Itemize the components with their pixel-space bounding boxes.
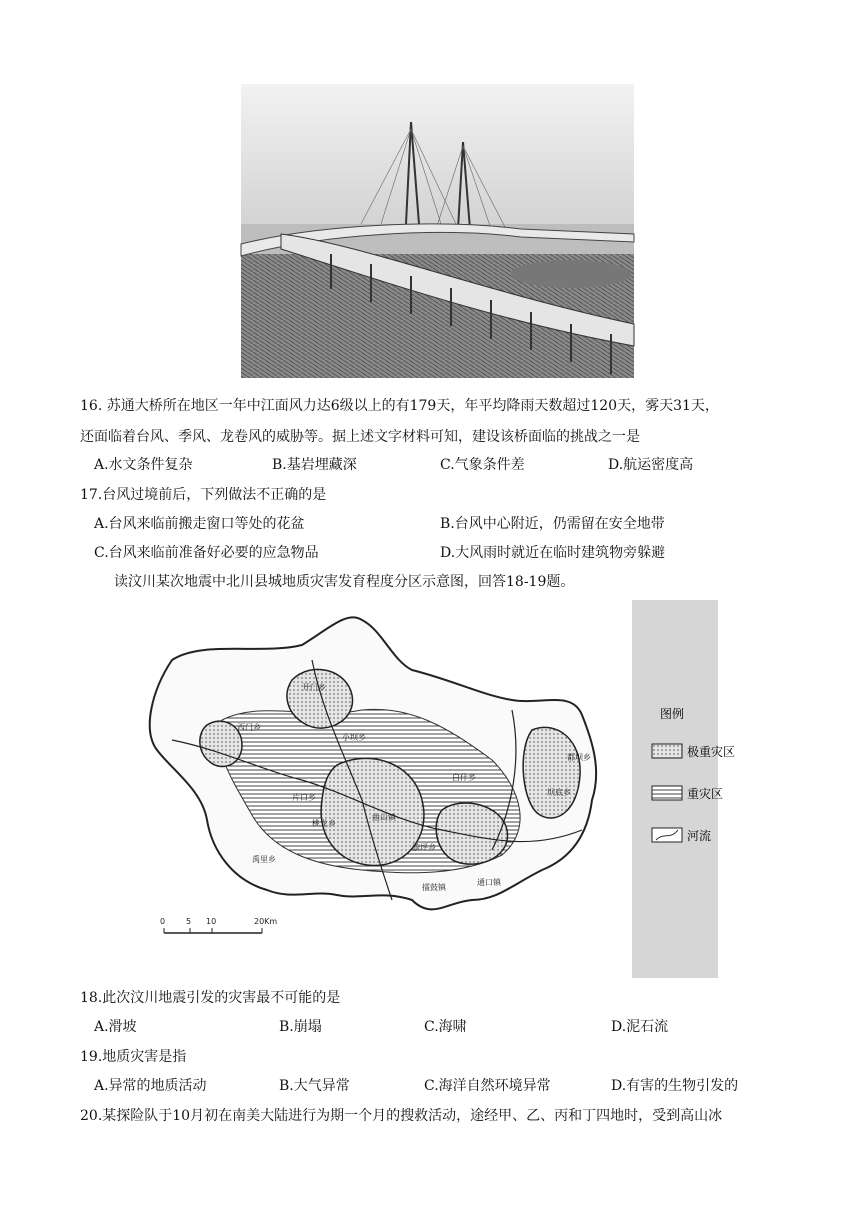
place-label: 白什乡	[452, 773, 476, 782]
place-label: 禹里乡	[252, 855, 276, 864]
legend-swatch-extreme	[652, 744, 682, 758]
q17-option-b: B.台风中心附近，仍需留在安全地带	[440, 516, 665, 532]
q18-stem: 18.此次汶川地震引发的灾害最不可能的是	[80, 990, 341, 1006]
disaster-zone-map	[112, 600, 736, 978]
q18-option-d: D.泥石流	[611, 1019, 669, 1035]
q16-line2: 还面临着台风、季风、龙卷风的威胁等。据上述文字材料可知，建设该桥面临的挑战之一是	[80, 429, 640, 445]
bridge-illustration	[241, 84, 634, 378]
bridge-photo	[241, 84, 634, 378]
extreme-zone-4	[523, 727, 580, 818]
scale-label: 20Km	[254, 917, 278, 926]
q16-line1: 16. 苏通大桥所在地区一年中江面风力达6级以上的有179天，年平均降雨天数超过120天，雾天31天，	[80, 398, 719, 414]
scale-bar	[160, 917, 277, 933]
place-label: 坝底乡	[547, 788, 571, 797]
place-label: 片口乡	[292, 793, 316, 802]
map-intro: 读汶川某次地震中北川县城地质灾害发育程度分区示意图，回答18-19题。	[114, 574, 575, 590]
q16-option-b: B.基岩埋藏深	[272, 457, 357, 473]
q16-option-c: C.气象条件差	[440, 457, 525, 473]
scale-label: 0	[160, 917, 166, 926]
extreme-zone-2	[321, 758, 424, 865]
place-label: 都坝乡	[567, 753, 591, 762]
map-figure	[112, 600, 736, 978]
q19-option-b: B.大气异常	[279, 1078, 350, 1094]
q17-option-c: C.台风来临前准备好必要的应急物品	[94, 545, 319, 561]
place-label: 西门乡	[237, 723, 261, 732]
place-label: 漩坪乡	[412, 843, 436, 852]
q19-option-c: C.海洋自然环境异常	[424, 1078, 551, 1094]
place-label: 曲山镇	[372, 813, 396, 822]
q16-option-d: D.航运密度高	[608, 457, 694, 473]
scale-label: 5	[186, 917, 192, 926]
legend-label: 极重灾区	[687, 745, 736, 759]
q17-option-d: D.大风雨时就近在临时建筑物旁躲避	[440, 545, 666, 561]
legend-swatch-heavy	[652, 786, 682, 800]
q16-option-a: A.水文条件复杂	[94, 457, 193, 473]
q20-stem: 20.某探险队于10月初在南美大陆进行为期一个月的搜救活动，途经甲、乙、丙和丁四地时，受到高山冰	[80, 1108, 723, 1124]
scale-label: 10	[206, 917, 217, 926]
q19-option-a: A.异常的地质活动	[94, 1078, 207, 1094]
q18-option-a: A.滑坡	[94, 1019, 137, 1035]
legend-label: 河流	[687, 829, 712, 843]
place-label: 开门乡	[302, 683, 326, 692]
q18-option-c: C.海啸	[424, 1019, 467, 1035]
legend-title: 图例	[660, 707, 685, 721]
place-label: 擂鼓镇	[422, 883, 446, 892]
legend-label: 重灾区	[687, 787, 724, 801]
q17-option-a: A.台风来临前搬走窗口等处的花盆	[94, 516, 305, 532]
place-label: 小坝乡	[342, 733, 366, 742]
q19-stem: 19.地质灾害是指	[80, 1049, 187, 1065]
place-label: 通口镇	[477, 878, 501, 887]
place-label: 桃龙乡	[312, 819, 336, 828]
q18-option-b: B.崩塌	[279, 1019, 322, 1035]
q17-stem: 17.台风过境前后，下列做法不正确的是	[80, 487, 327, 503]
q19-option-d: D.有害的生物引发的	[611, 1078, 739, 1094]
